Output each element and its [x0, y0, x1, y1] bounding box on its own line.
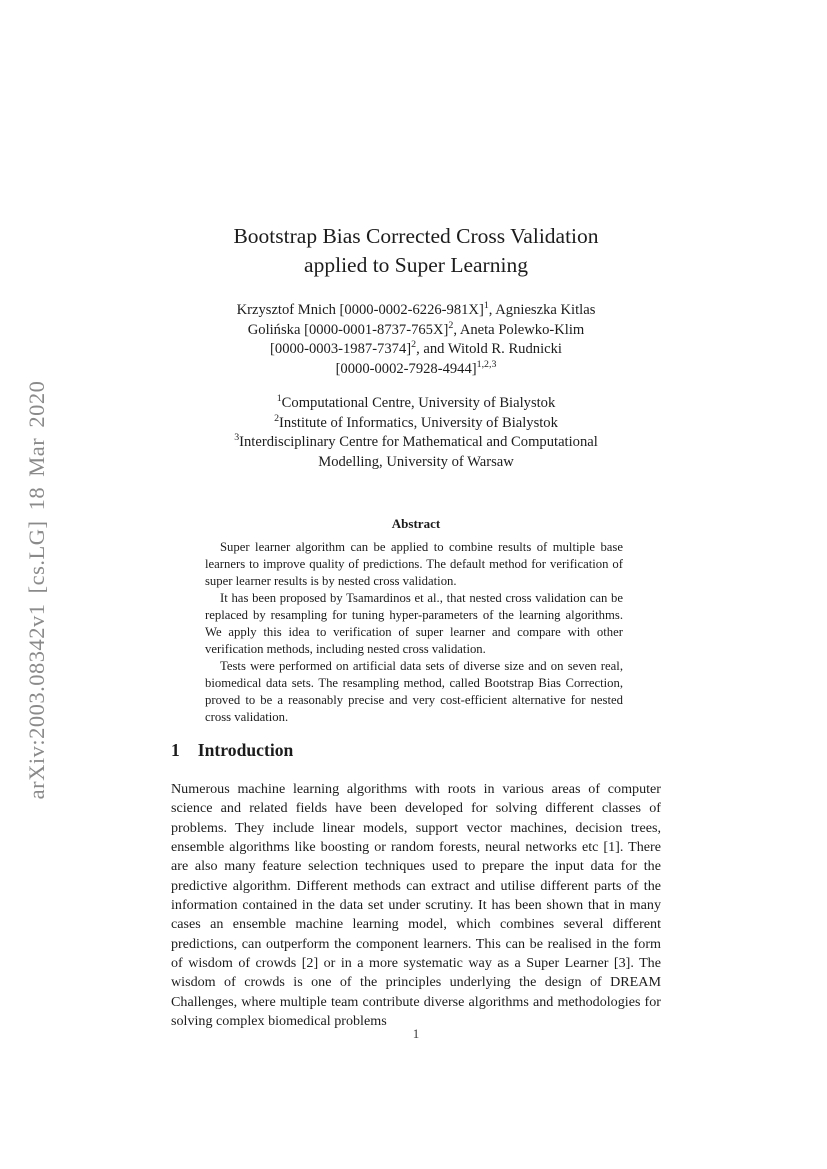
affiliation-line: $^3$Interdisciplinary Centre for Mathematical and Computational — [234, 432, 598, 450]
arxiv-watermark: arXiv:2003.08342v1 [cs.LG] 18 Mar 2020 — [24, 380, 49, 800]
abstract-paragraph: Tests were performed on artificial data sets of diverse size and on seven real, biomedical data sets. The resampling method, called Bootstrap Bias Correction, proved to be a reasonably precise and very cost-efficient alternative for nested cross validation. — [205, 658, 623, 724]
abstract-paragraph: Super learner algorithm can be applied to combine results of multiple base learners to improve quality of predictions. The default method for verification of super learner results is by nested cross validation. — [205, 540, 623, 588]
author-line: Golińska $[0000-0001-8737-765X]^2$, Aneta Polewko-Klim — [247, 319, 585, 338]
affiliation-line: $^1$Computational Centre, University of Bialystok — [276, 393, 556, 411]
author-line: Krzysztof Mnich $[0000-0002-6226-981X]^1$, Agnieszka Kitlas — [236, 300, 596, 318]
affiliation-line: Modelling, University of Warsaw — [318, 453, 514, 470]
author-line: $[0000-0002-7928-4944]^{1,2,3}$ — [335, 358, 497, 377]
affiliation-list — [141, 394, 691, 472]
abstract-heading: Abstract — [391, 516, 441, 531]
introduction-body — [171, 780, 661, 1031]
author-list — [141, 301, 691, 379]
page-number: 1 — [412, 1026, 420, 1041]
section-number: 1 — [171, 740, 180, 760]
author-line: $[0000-0003-1987-7374]^2$, and Witold R. Rudnicki — [270, 339, 562, 357]
section-title: Introduction — [197, 740, 294, 760]
introduction-paragraph: Numerous machine learning algorithms with roots in various areas of computer science and related fields have been developed for solving different classes of problems. They include linear models, support vector machines, decision trees, ensemble algorithms like boosting or random forests, neural networks etc [1]. There are also many feature selection techniques used to prepare the input data for the predictive algorithm. Different methods can extract and utilise different parts of the information contained in the data set under scrutiny. It has been shown that in many cases an ensemble machine learning model, which combines several different predictions, can outperform the component learners. This can be realised in the form of wisdom of crowds [2] or in a more systematic way as a Super Learner [3]. The wisdom of crowds is one of the principles underlying the design of DREAM Challenges, where multiple team contribute diverse algorithms and methodologies for solving complex biomedical problems — [171, 781, 661, 1030]
paper-title — [171, 222, 661, 280]
abstract-paragraph: It has been proposed by Tsamardinos et al., that nested cross validation can be replaced by resampling for tuning hyper-parameters of the learning algorithms. We apply this idea to verification of super learner and compare with other verification methods, including nested cross validation. — [205, 590, 623, 656]
paper-title-line-1: Bootstrap Bias Corrected Cross Validation — [233, 224, 599, 248]
abstract-body — [205, 539, 623, 725]
affiliation-line: $^2$Institute of Informatics, University of Bialystok — [274, 412, 558, 431]
paper-title-line-2: applied to Super Learning — [304, 253, 528, 277]
section-heading-introduction — [171, 740, 661, 761]
